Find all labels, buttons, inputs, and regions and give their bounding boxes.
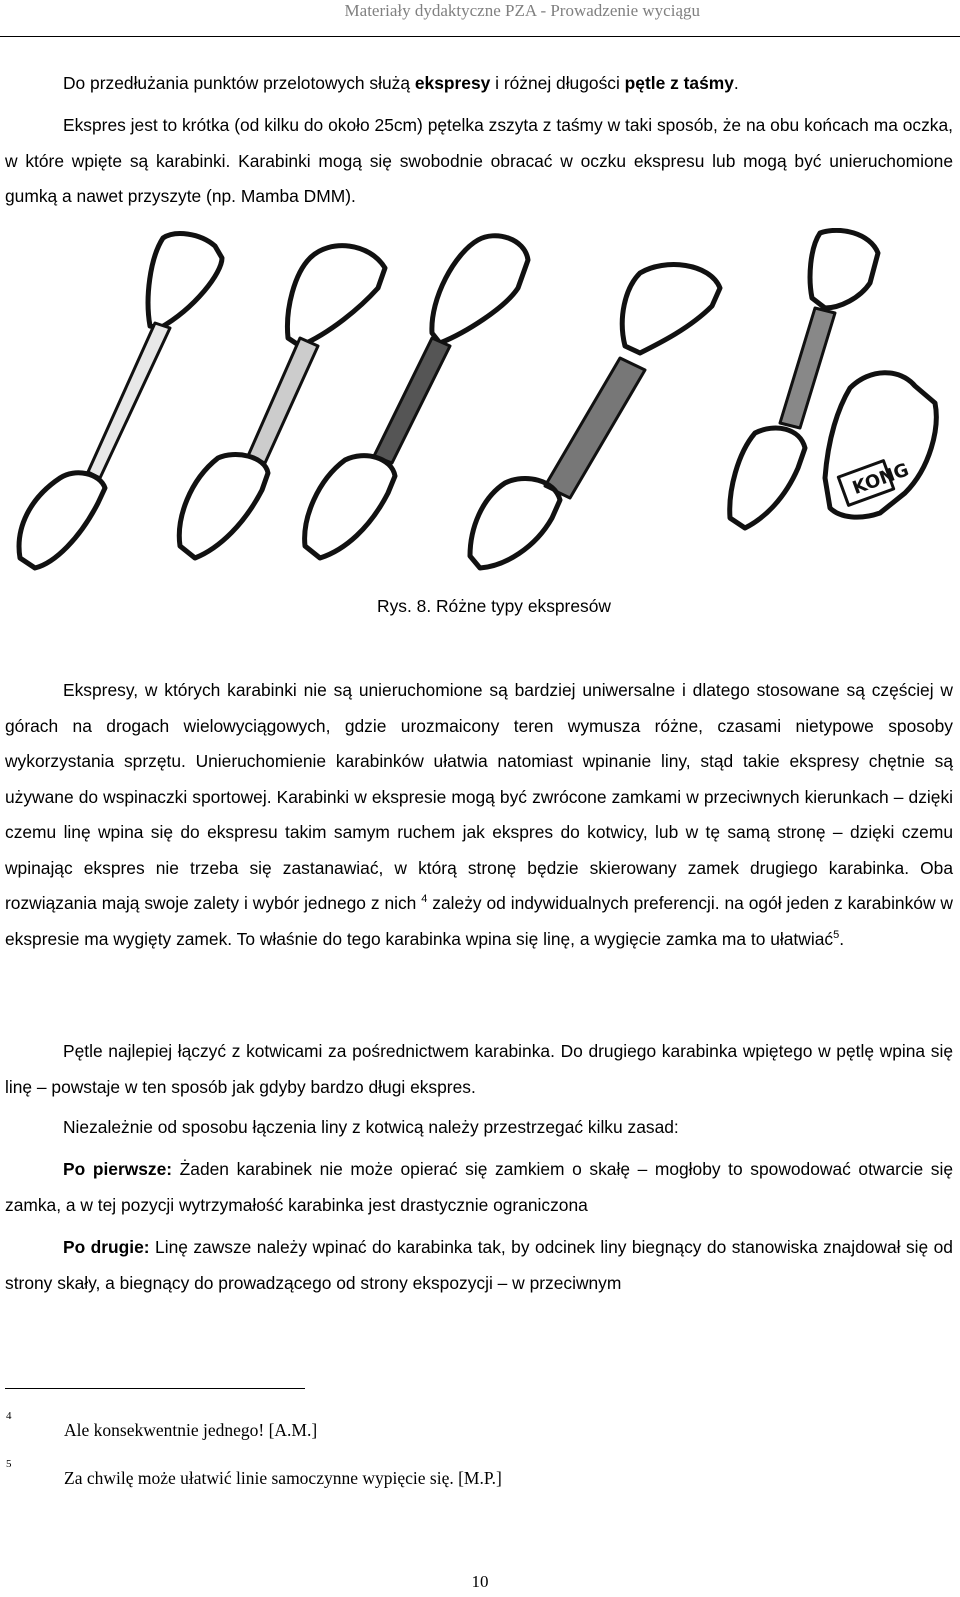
paragraph-rules-intro: Niezależnie od sposobu łączenia liny z kotwicą należy przestrzegać kilku zasad: [63, 1117, 679, 1137]
rule-2-label: Po drugie: [63, 1237, 150, 1257]
figure-quickdraws [0, 228, 960, 578]
quickdraw-long-icon [19, 234, 222, 568]
page-number: 10 [471, 1572, 489, 1591]
footnote-ref-4[interactable]: 4 [421, 893, 428, 906]
quickdraw-wide-sling-icon [470, 265, 720, 568]
header-title: Materiały dydaktyczne PZA - Prowadzenie wyciągu [344, 1, 700, 20]
quickdraw-dark-sling-icon [305, 236, 528, 558]
kong-stamp-text: KONG [849, 459, 912, 500]
paragraph-definition: Ekspres jest to krótka (od kilku do około 25cm) pętelka zszyta z taśmy w taki sposób, że na obu końcach ma oczka, w które wpięte są karabinki. Karabinki mogą się swobodnie obracać w oczku ekspresu lub mogą być unieruchomione gumką a nawet przyszyte (np. Mamba DMM). [5, 115, 953, 206]
paragraph-rule-1: Po pierwsze: Żaden karabinek nie może opierać się zamkiem o skałę – mogłoby to spowodować otwarcie się zamka, a w tej pozycji wytrzymałość karabinka jest drastycznie ograniczona [5, 1159, 954, 1215]
term-petle: pętle z taśmy [624, 73, 734, 93]
footnote-ref-5[interactable]: 5 [833, 928, 840, 941]
footnote-text: Za chwilę może ułatwić linie samoczynne wypięcie się. [M.P.] [64, 1468, 502, 1488]
footnote-number: 5 [6, 1458, 12, 1470]
paragraph-intro: Do przedłużania punktów przelotowych służą ekspresy i różnej długości pętle z taśmy. [63, 73, 739, 93]
quickdraws-illustration [0, 228, 960, 578]
paragraph-quickdraw-types: Ekspresy, w których karabinki nie są unieruchomione są bardziej uniwersalne i dlatego stosowane są częściej w górach na drogach wielowyciągowych, gdzie urozmaicony teren wymusza różne, czasami nietypowe sposoby wykorzystania sprzętu. Unieruchomienie karabinków ułatwia natomiast wpinanie liny, stąd takie ekspresy chętnie są używane do wspinaczki sportowej. Karabinki w ekspresie mogą być zwrócone zamkami w przeciwnych kierunkach – dzięki czemu linę wpina się do ekspresu takim samym ruchem jak ekspres do kotwicy, lub w tę samą stronę – dzięki czemu wpinając ekspres nie trzeba się zastanawiać, w którą stronę będzie skierowany zamek drugiego karabinka. Oba rozwiązania mają swoje zalety i wybór jednego z nich $^4$ zależy od indywidualnych preferencji. na ogół jeden z karabinków w ekspresie ma wygięty zamek. To właśnie do tego karabinka wpina się linę, a wygięcie zamka ma to ułatwiać$^5$. [5, 680, 953, 949]
paragraph-rule-2: Po drugie: Linę zawsze należy wpinać do karabinka tak, by odcinek liny biegnący do stanowiska znajdował się od strony skały, a biegnący do prowadzącego od strony ekspozycji – w przeciwnym [5, 1237, 953, 1293]
paragraph-slings: Pętle najlepiej łączyć z kotwicami za pośrednictwem karabinka. Do drugiego karabinka wpiętego w pętlę wpina się linę – powstaje w ten sposób jak gdyby bardzo długi ekspres. [5, 1041, 953, 1097]
footnote-text: Ale konsekwentnie jednego! [A.M.] [64, 1420, 318, 1440]
footnote-separator [5, 1388, 305, 1389]
quickdraw-bent-gate-icon [179, 246, 385, 558]
term-ekspresy: ekspresy [414, 73, 491, 93]
figure-caption: Rys. 8. Różne typy ekspresów [377, 596, 611, 616]
running-header [0, 0, 960, 37]
kong-device-icon [825, 373, 936, 517]
footnote-number: 4 [6, 1410, 12, 1422]
rule-1-label: Po pierwsze: [63, 1159, 173, 1179]
